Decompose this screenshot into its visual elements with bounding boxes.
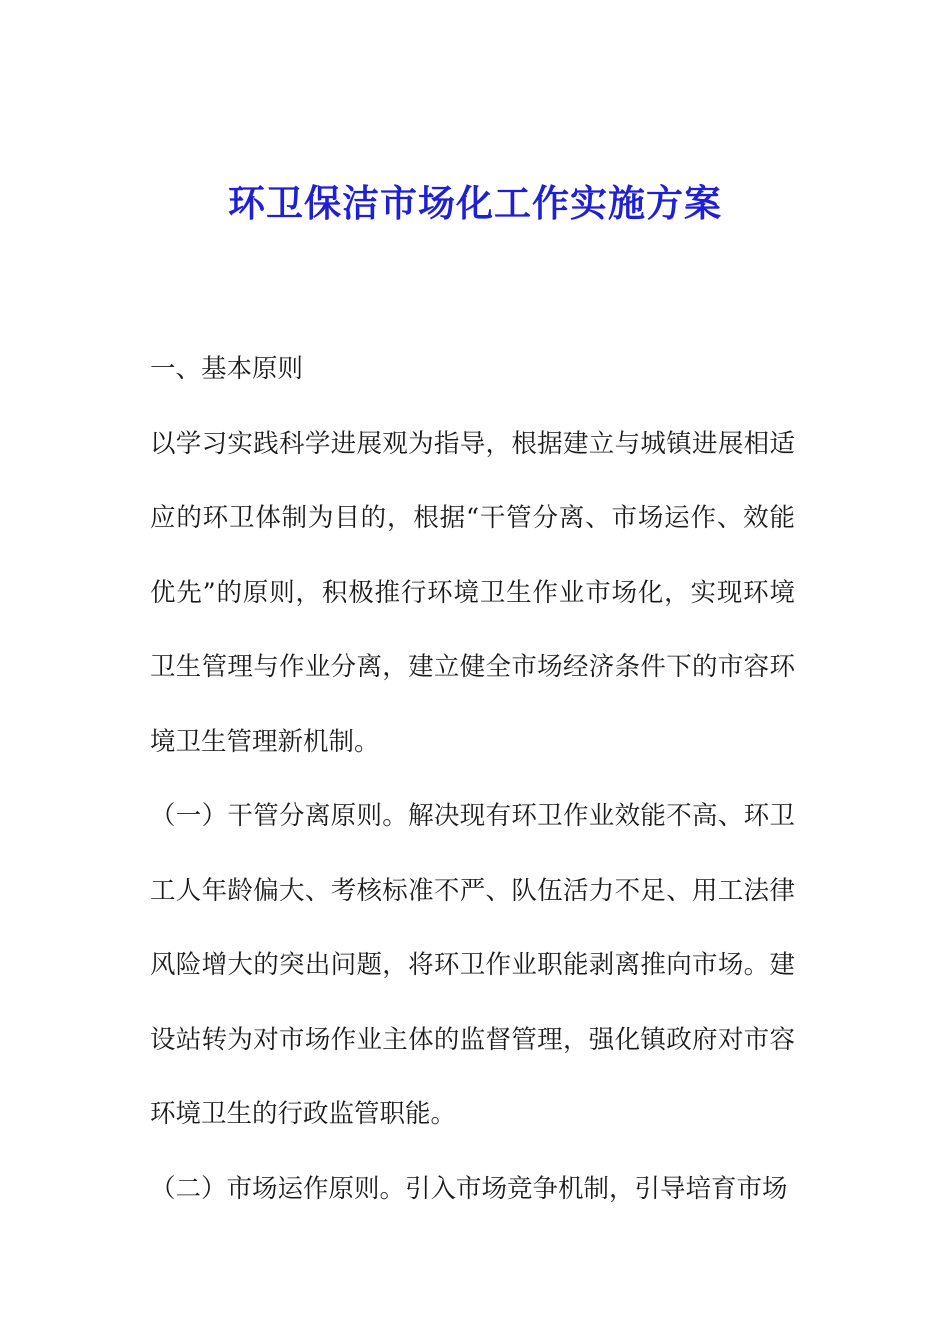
paragraph-principle-2: （二）市场运作原则。引入市场竞争机制，引导培育市场 bbox=[150, 1173, 788, 1204]
paragraph-intro: 以学习实践科学进展观为指导，根据建立与城镇进展相适应的环卫体制为目的，根据“干管分离、市场运作、效能优先”的原则，积极推行环境卫生作业市场化，实现环境卫生管理与作业分离，建立健全市场经济条件下的市容环境卫生管理新机制。 bbox=[150, 428, 795, 757]
paragraph-principle-1: （一）干管分离原则。解决现有环卫作业效能不高、环卫工人年龄偏大、考核标准不严、队伍活力不足、用工法律风险增大的突出问题，将环卫作业职能剥离推向市场。建设站转为对市场作业主体的监督管理，强化镇政府对市容环境卫生的行政监管职能。 bbox=[150, 801, 795, 1129]
section-heading-basic-principles: 一、基本原则 bbox=[150, 354, 304, 384]
document-body bbox=[150, 332, 795, 1226]
document-title: 环卫保洁市场化工作实施方案 bbox=[228, 181, 722, 225]
